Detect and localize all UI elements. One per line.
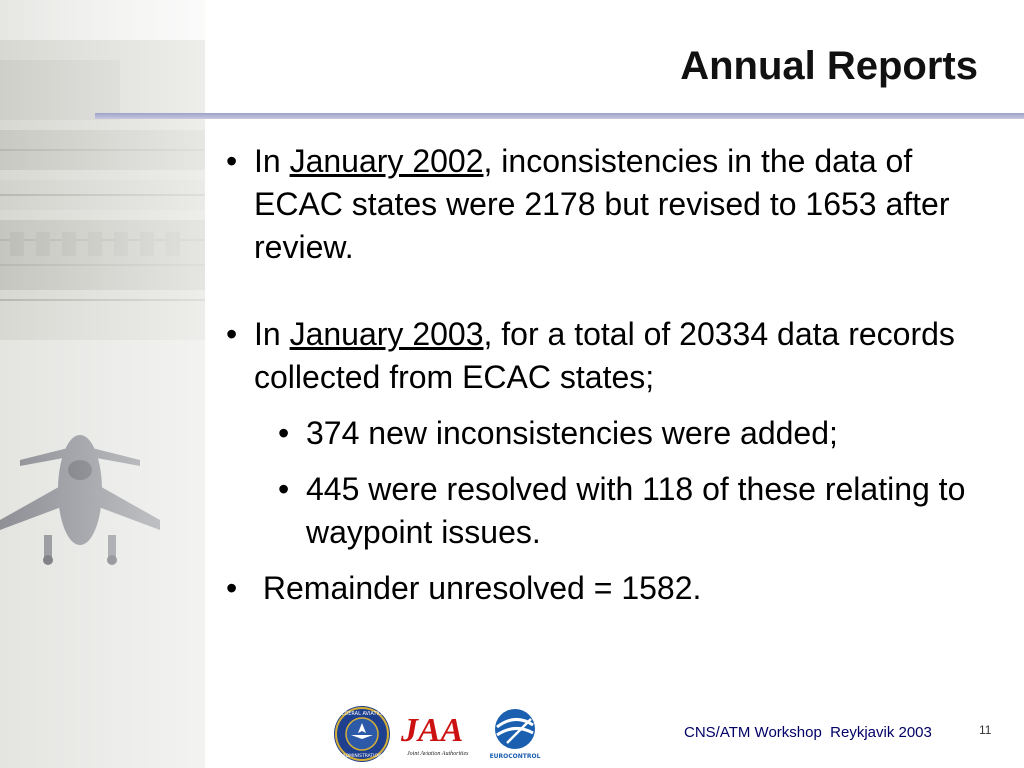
logo-strip	[333, 703, 543, 761]
spacer	[226, 554, 996, 567]
sub-bullet-text: 445 were resolved with 118 of these relating to waypoint issues.	[306, 471, 966, 550]
bullet-marker: •	[226, 570, 238, 606]
page-number: 11	[979, 723, 992, 737]
footer-workshop-text: CNS/ATM Workshop Reykjavik 2003	[684, 724, 932, 741]
faa-seal-text-top: FEDERAL AVIATION	[338, 711, 386, 717]
eurocontrol-logo	[487, 705, 543, 761]
jaa-logo-subtext: Joint Aviation Authorities	[407, 751, 469, 757]
bullet-list	[226, 140, 996, 610]
spacer	[226, 269, 996, 313]
bullet-marker: •	[278, 471, 290, 507]
bullet-text: , inconsistencies in the data of ECAC states were 2178 but revised to 1653 after review.	[254, 143, 950, 265]
bullet-item	[226, 567, 996, 610]
slide-title: Annual Reports	[680, 44, 978, 88]
bullet-text: , for a total of 20334 data records collected from ECAC states;	[254, 316, 955, 395]
bullet-prefix: In	[254, 316, 290, 352]
date-link-january-2003[interactable]: January 2003	[289, 316, 484, 352]
bullet-marker: •	[226, 143, 238, 179]
jaa-logo-text: JAA	[401, 712, 464, 749]
spacer	[226, 455, 996, 468]
eurocontrol-logo-text: EUROCONTROL	[489, 753, 541, 760]
jaa-logo	[399, 703, 481, 761]
bullet-item	[226, 313, 996, 399]
title-divider	[95, 113, 1024, 119]
bullet-item	[226, 140, 996, 269]
bullet-marker: •	[226, 316, 238, 352]
sub-bullet-item	[226, 468, 996, 554]
slide-footer	[0, 700, 1024, 768]
sub-bullet-item	[226, 412, 996, 455]
spacer	[226, 399, 996, 412]
faa-seal-text-bottom: ADMINISTRATION	[342, 754, 382, 759]
bullet-prefix: In	[254, 143, 290, 179]
date-link-january-2002[interactable]: January 2002	[289, 143, 484, 179]
bullet-text: Remainder unresolved = 1582.	[254, 570, 702, 606]
bullet-marker: •	[278, 415, 290, 451]
sub-bullet-text: 374 new inconsistencies were added;	[306, 415, 838, 451]
faa-seal-logo	[333, 705, 391, 763]
